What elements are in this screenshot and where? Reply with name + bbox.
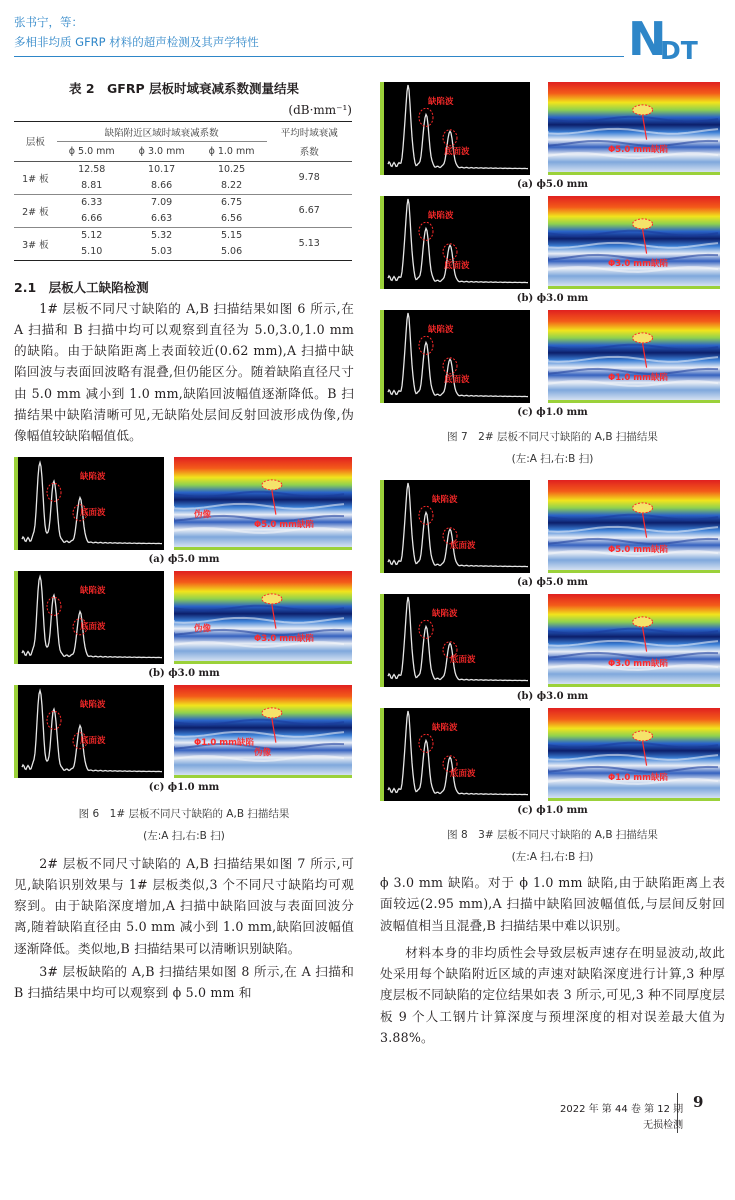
a-scan-label: 底面波 bbox=[450, 541, 476, 551]
b-scan-label: Φ3.0 mm缺陷 bbox=[608, 259, 668, 269]
table-caption: 表 2 GFRP 层板时域衰减系数测量结果 bbox=[69, 81, 299, 96]
table-unit: (dB·mm⁻¹) bbox=[288, 103, 352, 117]
a-scan-label: 缺陷波 bbox=[428, 97, 454, 107]
b-scan-baseline bbox=[548, 798, 720, 801]
b-scan-plot bbox=[548, 310, 720, 403]
fig8-caption-note: (左:A 扫,右:B 扫) bbox=[511, 851, 594, 863]
th-d30: ϕ 3.0 mm bbox=[138, 145, 185, 157]
fig6-sub-caption-b: (b) ϕ3.0 mm bbox=[148, 667, 220, 679]
defect-marker bbox=[262, 593, 282, 603]
a-scan-label: 底面波 bbox=[444, 375, 470, 385]
b-scan bbox=[548, 480, 720, 573]
defect-echo-marker bbox=[419, 734, 433, 752]
b-scan bbox=[548, 196, 720, 289]
b-scan-plot bbox=[174, 571, 352, 664]
a-scan-label: 缺陷波 bbox=[432, 723, 458, 733]
a-scan bbox=[14, 571, 164, 664]
fig7-sub-caption-b: (b) ϕ3.0 mm bbox=[516, 293, 589, 304]
right-column bbox=[380, 82, 725, 1048]
fig6-panel-a bbox=[14, 457, 354, 550]
defect-echo-marker bbox=[419, 222, 433, 240]
a-scan bbox=[380, 708, 530, 801]
table-cell: 10.17 bbox=[148, 164, 176, 175]
b-scan-plot bbox=[548, 196, 720, 289]
fig7-sub-caption-a: (a) ϕ5.0 mm bbox=[517, 179, 588, 190]
fig7-caption-note: (左:A 扫,右:B 扫) bbox=[511, 453, 594, 465]
figure-6 bbox=[14, 457, 354, 847]
b-scan-label: Φ1.0 mm缺陷 bbox=[608, 773, 668, 783]
table-row bbox=[14, 161, 352, 178]
paragraph-5: 材料本身的非均质性会导致层板声速存在明显波动,故此处采用每个缺陷附近区域的声速对缺陷深度进行计算,3 种厚度层板不同缺陷的定位结果如表 3 所示,可见,3 种不同厚度层板 9 个人工钢片计算深度与预埋深度的相对误差最大值为 3.88%。 bbox=[380, 944, 725, 1046]
footer-issue: 2022 年 第 44 卷 第 12 期 bbox=[560, 1104, 684, 1115]
a-scan bbox=[380, 196, 530, 289]
b-scan bbox=[548, 594, 720, 687]
b-scan-image bbox=[174, 457, 352, 550]
b-scan-label: Φ5.0 mm缺陷 bbox=[254, 519, 314, 530]
left-column bbox=[14, 75, 354, 1004]
table-cell: 6.63 bbox=[151, 213, 173, 224]
journal-logo bbox=[628, 12, 724, 66]
figure-8 bbox=[380, 480, 725, 868]
th-layer: 层板 bbox=[14, 122, 57, 162]
cell-layer: 2# 板 bbox=[14, 194, 57, 227]
a-scan bbox=[14, 685, 164, 778]
b-scan-plot bbox=[548, 708, 720, 801]
table-cell: 5.32 bbox=[151, 230, 173, 241]
defect-marker bbox=[633, 105, 653, 115]
cell-layer: 1# 板 bbox=[22, 173, 49, 185]
table-cell: 5.10 bbox=[81, 246, 103, 257]
a-scan-plot bbox=[18, 457, 164, 550]
a-scan-label: 缺陷波 bbox=[428, 325, 454, 335]
defect-echo-marker bbox=[47, 711, 61, 729]
b-scan bbox=[548, 82, 720, 175]
figure-7 bbox=[380, 82, 725, 470]
a-scan-waveform bbox=[388, 597, 528, 681]
fig7-panel-b bbox=[380, 196, 725, 289]
th-group: 缺陷附近区域时域衰减系数 bbox=[57, 122, 267, 142]
table-cell: 5.03 bbox=[151, 246, 173, 257]
defect-echo-marker bbox=[47, 597, 61, 615]
a-scan-plot bbox=[384, 196, 530, 289]
defect-echo-marker bbox=[47, 483, 61, 501]
cell-layer: 3# 板 bbox=[14, 227, 57, 260]
a-scan-label: 缺陷波 bbox=[428, 211, 454, 221]
a-scan bbox=[14, 457, 164, 550]
b-scan-plot bbox=[548, 480, 720, 573]
defect-echo-marker bbox=[419, 336, 433, 354]
fig8-panel-b bbox=[380, 594, 725, 687]
logo-dt: DT bbox=[660, 36, 698, 65]
fig6-caption: 图 6 1# 层板不同尺寸缺陷的 A,B 扫描结果 bbox=[78, 807, 290, 820]
table-cell: 5.15 bbox=[220, 230, 243, 241]
defect-marker bbox=[633, 333, 653, 343]
a-scan-label: 底面波 bbox=[80, 507, 106, 518]
paragraph-1: 1# 层板不同尺寸缺陷的 A,B 扫描结果如图 6 所示,在 A 扫描和 B 扫描中均可以观察到直径为 5.0,3.0,1.0 mm 的缺陷。由于缺陷距离上表面较近(0.62 mm),A 扫描中缺陷回波与表面回波略有混叠,但仍能区分。随着缺陷直径尺寸由 5.0 mm 减小到 1.0 mm,缺陷回波幅值逐渐降低。B 扫描结果中缺陷清晰可见,无缺陷处层间反射回波形成伪像,伪像幅值较缺陷幅值低。 bbox=[14, 300, 354, 444]
running-head-authors: 张书宁，等： bbox=[14, 15, 83, 29]
table-cell: 10.25 bbox=[217, 164, 246, 175]
defect-marker bbox=[633, 219, 653, 229]
b-scan-image bbox=[174, 571, 352, 664]
fig7-panel-a bbox=[380, 82, 725, 175]
b-scan-baseline bbox=[174, 775, 352, 778]
a-scan-plot bbox=[18, 685, 164, 778]
b-scan-image bbox=[548, 594, 720, 687]
cell-avg: 6.67 bbox=[267, 194, 352, 227]
a-scan-label: 缺陷波 bbox=[432, 609, 458, 619]
header-rule bbox=[14, 56, 624, 57]
a-scan-plot bbox=[384, 594, 530, 687]
a-scan-label: 底面波 bbox=[444, 147, 470, 157]
fig8-panel-a bbox=[380, 480, 725, 573]
defect-marker bbox=[633, 617, 653, 627]
running-head-title: 多相非均质 GFRP 材料的超声检测及其声学特性 bbox=[14, 35, 259, 49]
b-scan-plot bbox=[174, 685, 352, 778]
b-scan-image bbox=[548, 708, 720, 801]
b-scan-baseline bbox=[548, 400, 720, 403]
a-scan bbox=[380, 82, 530, 175]
footer-journal: 无损检测 bbox=[643, 1120, 684, 1131]
th-avg-1: 平均时域衰减 bbox=[280, 127, 338, 139]
table-cell: 7.09 bbox=[151, 197, 173, 208]
b-scan-label: Φ3.0 mm缺陷 bbox=[254, 633, 314, 644]
paragraph-2: 2# 层板不同尺寸缺陷的 A,B 扫描结果如图 7 所示,可见,缺陷识别效果与 1# 层板类似,3 个不同尺寸缺陷均可观察到。由于缺陷深度增加,A 扫描中缺陷回波与表面回波分离,随着缺陷直径由 5.0 mm 减小到 1.0 mm,缺陷回波幅值逐渐降低。类似地,B 扫描结果可以清晰识别缺陷。 bbox=[14, 855, 354, 956]
b-scan-baseline bbox=[548, 286, 720, 289]
a-scan-label: 底面波 bbox=[450, 655, 476, 665]
a-scan-plot bbox=[384, 708, 530, 801]
a-scan bbox=[380, 310, 530, 403]
table-cell: 8.81 bbox=[81, 180, 103, 191]
fig8-caption: 图 8 3# 层板不同尺寸缺陷的 A,B 扫描结果 bbox=[447, 829, 658, 841]
a-scan-label: 缺陷波 bbox=[80, 471, 106, 482]
fig6-sub-caption-c: (c) ϕ1.0 mm bbox=[148, 781, 220, 793]
section-heading: 2.1 层板人工缺陷检测 bbox=[14, 279, 149, 295]
paragraph-4: ϕ 3.0 mm 缺陷。对于 ϕ 1.0 mm 缺陷,由于缺陷距离上表面较远(2.95 mm),A 扫描中缺陷回波幅值低,与层间反射回波幅值相当且混叠,B 扫描结果中难以识别。 bbox=[380, 875, 725, 933]
b-scan-label: Φ5.0 mm缺陷 bbox=[608, 145, 668, 155]
b-scan-label: Φ5.0 mm缺陷 bbox=[608, 545, 668, 555]
a-scan-label: 底面波 bbox=[450, 769, 476, 779]
a-scan-waveform bbox=[388, 711, 528, 795]
cell-avg: 9.78 bbox=[298, 172, 320, 183]
a-scan bbox=[380, 480, 530, 573]
defect-marker bbox=[262, 707, 282, 717]
table-cell: 8.66 bbox=[151, 180, 173, 191]
b-scan-baseline bbox=[548, 570, 720, 573]
th-avg-2: 系数 bbox=[299, 147, 319, 158]
b-scan-label: Φ1.0 mm缺陷 bbox=[608, 373, 668, 383]
fig8-sub-caption-c: (c) ϕ1.0 mm bbox=[517, 805, 588, 816]
table-cell: 12.58 bbox=[78, 164, 106, 175]
defect-marker bbox=[633, 731, 653, 741]
table-cell: 5.12 bbox=[81, 230, 103, 241]
a-scan-label: 底面波 bbox=[80, 621, 106, 632]
b-scan-label: 伪像 bbox=[194, 509, 212, 520]
a-scan-label: 缺陷波 bbox=[80, 699, 106, 710]
a-scan-waveform bbox=[388, 483, 528, 567]
th-d50: ϕ 5.0 mm bbox=[68, 145, 115, 157]
b-scan-baseline bbox=[174, 547, 352, 550]
fig6-caption-note: (左:A 扫,右:B 扫) bbox=[143, 829, 225, 842]
a-scan-label: 缺陷波 bbox=[432, 495, 458, 505]
a-scan-plot bbox=[384, 480, 530, 573]
b-scan-image bbox=[548, 480, 720, 573]
b-scan-label: 伪像 bbox=[254, 747, 272, 758]
table-cell: 8.22 bbox=[220, 180, 243, 191]
b-scan-baseline bbox=[548, 172, 720, 175]
b-scan-label: 伪像 bbox=[194, 623, 212, 634]
table-cell: 6.66 bbox=[81, 213, 103, 224]
fig6-sub-caption-a: (a) ϕ5.0 mm bbox=[148, 553, 220, 565]
table-cell: 6.56 bbox=[220, 213, 243, 224]
fig6-panel-b bbox=[14, 571, 354, 664]
b-scan-baseline bbox=[174, 661, 352, 664]
fig7-panel-c bbox=[380, 310, 725, 403]
b-scan-plot bbox=[548, 594, 720, 687]
fig8-panel-c bbox=[380, 708, 725, 801]
table-cell: 6.75 bbox=[220, 197, 243, 208]
defect-marker bbox=[262, 479, 282, 489]
a-scan-label: 缺陷波 bbox=[80, 585, 106, 596]
a-scan bbox=[380, 594, 530, 687]
b-scan bbox=[174, 457, 352, 550]
fig8-sub-caption-b: (b) ϕ3.0 mm bbox=[516, 691, 589, 702]
fig7-sub-caption-c: (c) ϕ1.0 mm bbox=[517, 407, 588, 418]
a-scan-label: 底面波 bbox=[444, 261, 470, 271]
a-scan-plot bbox=[384, 310, 530, 403]
defect-echo-marker bbox=[419, 108, 433, 126]
fig6-panel-c bbox=[14, 685, 354, 778]
b-scan-image bbox=[548, 82, 720, 175]
b-scan-image bbox=[548, 196, 720, 289]
attenuation-table bbox=[14, 121, 352, 261]
b-scan-image bbox=[174, 685, 352, 778]
b-scan bbox=[548, 708, 720, 801]
defect-marker bbox=[633, 503, 653, 513]
table-row bbox=[14, 194, 352, 211]
footer-info bbox=[560, 1102, 683, 1134]
a-scan-plot bbox=[18, 571, 164, 664]
a-scan-plot bbox=[384, 82, 530, 175]
page-number: 9 bbox=[693, 1093, 704, 1111]
b-scan-plot bbox=[548, 82, 720, 175]
table-cell: 5.06 bbox=[220, 246, 243, 257]
a-scan-label: 底面波 bbox=[80, 735, 106, 746]
b-scan bbox=[548, 310, 720, 403]
cell-avg: 5.13 bbox=[267, 227, 352, 260]
fig8-sub-caption-a: (a) ϕ5.0 mm bbox=[517, 577, 588, 588]
paragraph-3: 3# 层板缺陷的 A,B 扫描结果如图 8 所示,在 A 扫描和 B 扫描结果中均可以观察到 ϕ 5.0 mm 和 bbox=[14, 964, 354, 1001]
b-scan-label: Φ1.0 mm缺陷 bbox=[194, 737, 254, 748]
b-scan-label: Φ3.0 mm缺陷 bbox=[608, 659, 668, 669]
b-scan-plot bbox=[174, 457, 352, 550]
fig7-caption: 图 7 2# 层板不同尺寸缺陷的 A,B 扫描结果 bbox=[447, 431, 658, 443]
b-scan-image bbox=[548, 310, 720, 403]
defect-echo-marker bbox=[419, 506, 433, 524]
b-scan-baseline bbox=[548, 684, 720, 687]
th-d10: ϕ 1.0 mm bbox=[208, 145, 255, 157]
table-cell: 6.33 bbox=[81, 197, 103, 208]
logo-n: N bbox=[628, 12, 665, 66]
defect-echo-marker bbox=[419, 620, 433, 638]
b-scan bbox=[174, 571, 352, 664]
table-row bbox=[14, 227, 352, 244]
b-scan bbox=[174, 685, 352, 778]
